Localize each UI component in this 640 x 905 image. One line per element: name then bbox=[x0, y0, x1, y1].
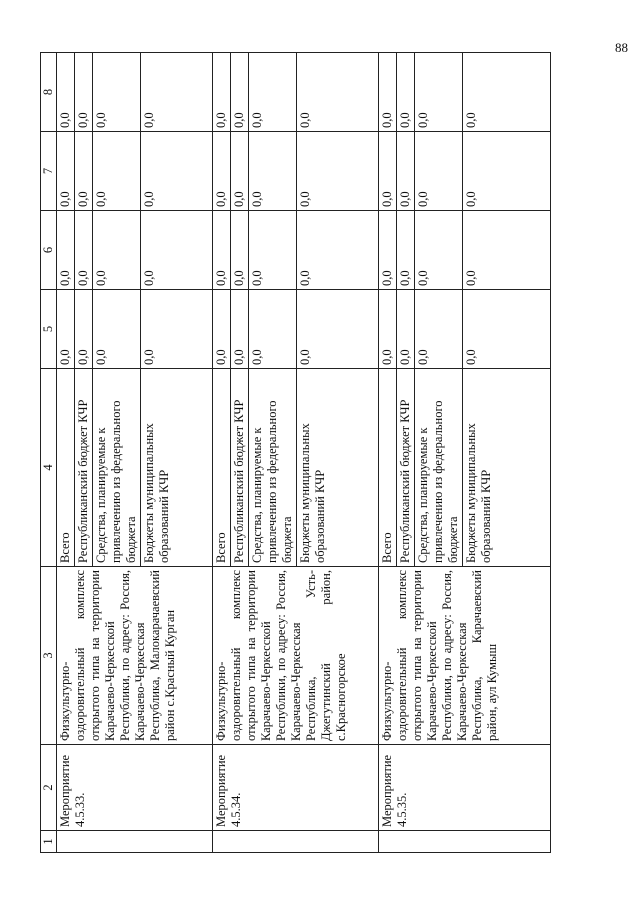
event-code: Мероприятие 4.5.35. bbox=[379, 744, 551, 830]
value-col-5: 0,0 bbox=[141, 289, 213, 368]
value-col-6: 0,0 bbox=[249, 210, 297, 289]
header-col-6: 6 bbox=[41, 210, 57, 289]
event-code: Мероприятие 4.5.33. bbox=[57, 744, 213, 830]
value-col-6: 0,0 bbox=[379, 210, 397, 289]
value-col-6: 0,0 bbox=[57, 210, 75, 289]
value-col-8: 0,0 bbox=[415, 52, 463, 131]
value-col-8: 0,0 bbox=[141, 52, 213, 131]
value-col-8: 0,0 bbox=[57, 52, 75, 131]
value-col-7: 0,0 bbox=[249, 131, 297, 210]
value-col-7: 0,0 bbox=[93, 131, 141, 210]
row-number-cell bbox=[379, 830, 551, 852]
event-code: Мероприятие 4.5.34. bbox=[213, 744, 379, 830]
value-col-8: 0,0 bbox=[93, 52, 141, 131]
value-col-7: 0,0 bbox=[57, 131, 75, 210]
value-col-7: 0,0 bbox=[231, 131, 249, 210]
value-col-6: 0,0 bbox=[75, 210, 93, 289]
value-col-7: 0,0 bbox=[213, 131, 231, 210]
event-name: Физкультурно-оздоровительный комплекс открытого типа на территории Карачаево-Черкесской Республики, по адресу: Россия, Карачаево-Черкесская Республика, Малокарачаевский район с.Красный Курган bbox=[57, 566, 213, 744]
value-col-5: 0,0 bbox=[249, 289, 297, 368]
table-row bbox=[379, 52, 397, 852]
funding-source: Бюджеты муниципальных образований КЧР bbox=[463, 368, 551, 566]
header-col-8: 8 bbox=[41, 52, 57, 131]
value-col-8: 0,0 bbox=[379, 52, 397, 131]
value-col-5: 0,0 bbox=[93, 289, 141, 368]
value-col-7: 0,0 bbox=[75, 131, 93, 210]
funding-source: Бюджеты муниципальных образований КЧР bbox=[141, 368, 213, 566]
value-col-8: 0,0 bbox=[213, 52, 231, 131]
value-col-8: 0,0 bbox=[463, 52, 551, 131]
value-col-8: 0,0 bbox=[249, 52, 297, 131]
value-col-7: 0,0 bbox=[379, 131, 397, 210]
header-col-5: 5 bbox=[41, 289, 57, 368]
header-col-2: 2 bbox=[41, 744, 57, 830]
value-col-6: 0,0 bbox=[297, 210, 379, 289]
funding-source: Всего bbox=[379, 368, 397, 566]
value-col-7: 0,0 bbox=[141, 131, 213, 210]
value-col-5: 0,0 bbox=[397, 289, 415, 368]
value-col-6: 0,0 bbox=[213, 210, 231, 289]
funding-source: Республиканский бюджет КЧР bbox=[75, 368, 93, 566]
funding-source: Средства, планируемые к привлечению из федерального бюджета bbox=[249, 368, 297, 566]
funding-source: Средства, планируемые к привлечению из федерального бюджета bbox=[415, 368, 463, 566]
value-col-7: 0,0 bbox=[415, 131, 463, 210]
funding-source: Республиканский бюджет КЧР bbox=[397, 368, 415, 566]
value-col-7: 0,0 bbox=[297, 131, 379, 210]
event-name: Физкультурно-оздоровительный комплекс открытого типа на территории Карачаево-Черкесской Республики, по адресу: Россия, Карачаево-Черкесская Республика, Карачаевский район, аул Кумыш bbox=[379, 566, 551, 744]
header-col-7: 7 bbox=[41, 131, 57, 210]
value-col-5: 0,0 bbox=[75, 289, 93, 368]
value-col-8: 0,0 bbox=[231, 52, 249, 131]
page-number: 88 bbox=[615, 40, 628, 55]
value-col-6: 0,0 bbox=[415, 210, 463, 289]
value-col-5: 0,0 bbox=[57, 289, 75, 368]
value-col-8: 0,0 bbox=[75, 52, 93, 131]
value-col-8: 0,0 bbox=[397, 52, 415, 131]
value-col-6: 0,0 bbox=[141, 210, 213, 289]
value-col-6: 0,0 bbox=[93, 210, 141, 289]
header-col-3: 3 bbox=[41, 566, 57, 744]
value-col-6: 0,0 bbox=[397, 210, 415, 289]
value-col-8: 0,0 bbox=[297, 52, 379, 131]
value-col-5: 0,0 bbox=[379, 289, 397, 368]
value-col-5: 0,0 bbox=[297, 289, 379, 368]
funding-source: Всего bbox=[57, 368, 75, 566]
row-number-cell bbox=[57, 830, 213, 852]
value-col-5: 0,0 bbox=[463, 289, 551, 368]
funding-source: Всего bbox=[213, 368, 231, 566]
table-row bbox=[213, 52, 231, 852]
value-col-6: 0,0 bbox=[463, 210, 551, 289]
header-col-4: 4 bbox=[41, 368, 57, 566]
table-row bbox=[57, 52, 75, 852]
rotated-table-container bbox=[40, 53, 600, 853]
row-number-cell bbox=[213, 830, 379, 852]
header-row bbox=[41, 52, 57, 852]
funding-source: Средства, планируемые к привлечению из федерального бюджета bbox=[93, 368, 141, 566]
header-col-1: 1 bbox=[41, 830, 57, 852]
value-col-6: 0,0 bbox=[231, 210, 249, 289]
funding-source: Республиканский бюджет КЧР bbox=[231, 368, 249, 566]
value-col-7: 0,0 bbox=[463, 131, 551, 210]
value-col-5: 0,0 bbox=[231, 289, 249, 368]
value-col-7: 0,0 bbox=[397, 131, 415, 210]
budget-table bbox=[40, 52, 551, 853]
value-col-5: 0,0 bbox=[415, 289, 463, 368]
funding-source: Бюджеты муниципальных образований КЧР bbox=[297, 368, 379, 566]
value-col-5: 0,0 bbox=[213, 289, 231, 368]
event-name: Физкультурно-оздоровительный комплекс открытого типа на территории Карачаево-Черкесской Республики, по адресу: Россия, Карачаево-Черкесская Республика, Усть-Джегутинский район, с.Красногорское bbox=[213, 566, 379, 744]
